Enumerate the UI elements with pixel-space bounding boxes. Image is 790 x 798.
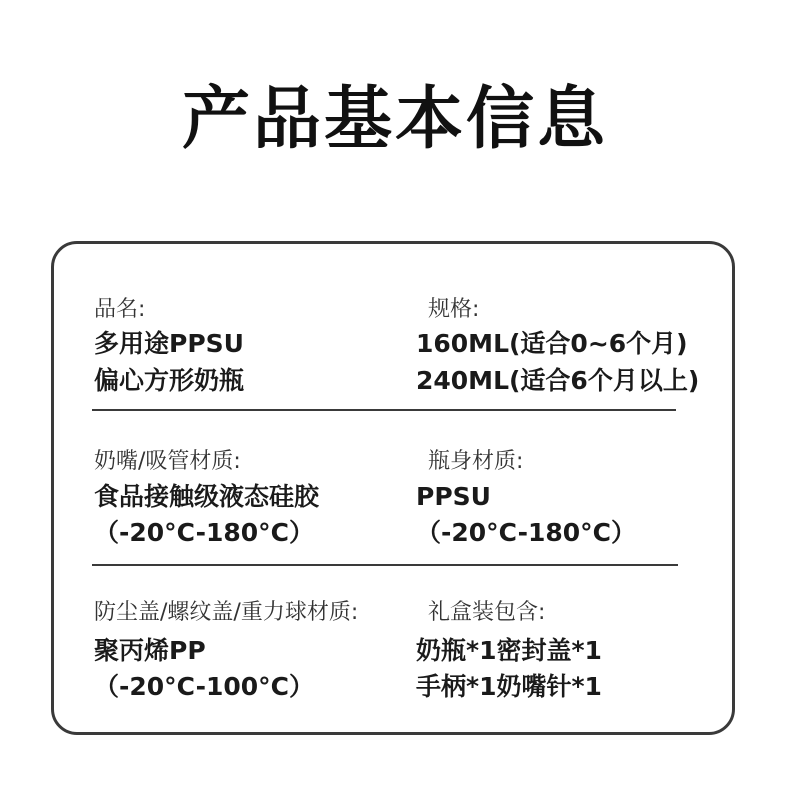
bottle-material-label: 瓶身材质: (428, 449, 524, 474)
gift-box-line-1: 奶瓶*1密封盖*1 (416, 636, 602, 665)
page-title: 产品基本信息 (181, 80, 608, 159)
cap-material-line-1: 聚丙烯PP (94, 636, 206, 665)
bottle-material-line-2: （-20°C-180°C） (416, 518, 636, 547)
section-divider (92, 564, 678, 566)
spec-label: 规格: (428, 297, 480, 322)
product-name-label: 品名: (94, 297, 146, 322)
gift-box-label: 礼盒装包含: (428, 600, 546, 625)
nipple-material-label: 奶嘴/吸管材质: (94, 449, 241, 474)
nipple-material-line-1: 食品接触级液态硅胶 (94, 482, 320, 511)
cap-material-label: 防尘盖/螺纹盖/重力球材质: (94, 600, 359, 625)
cap-material-line-2: （-20°C-100°C） (94, 672, 314, 701)
spec-line-1: 160ML(适合0~6个月) (416, 329, 688, 358)
gift-box-line-2: 手柄*1奶嘴针*1 (416, 672, 602, 701)
section-divider (92, 409, 676, 411)
product-name-line-2: 偏心方形奶瓶 (94, 366, 245, 395)
nipple-material-line-2: （-20°C-180°C） (94, 518, 314, 547)
spec-line-2: 240ML(适合6个月以上) (416, 366, 700, 395)
product-name-line-1: 多用途PPSU (94, 329, 244, 358)
bottle-material-line-1: PPSU (416, 482, 491, 511)
